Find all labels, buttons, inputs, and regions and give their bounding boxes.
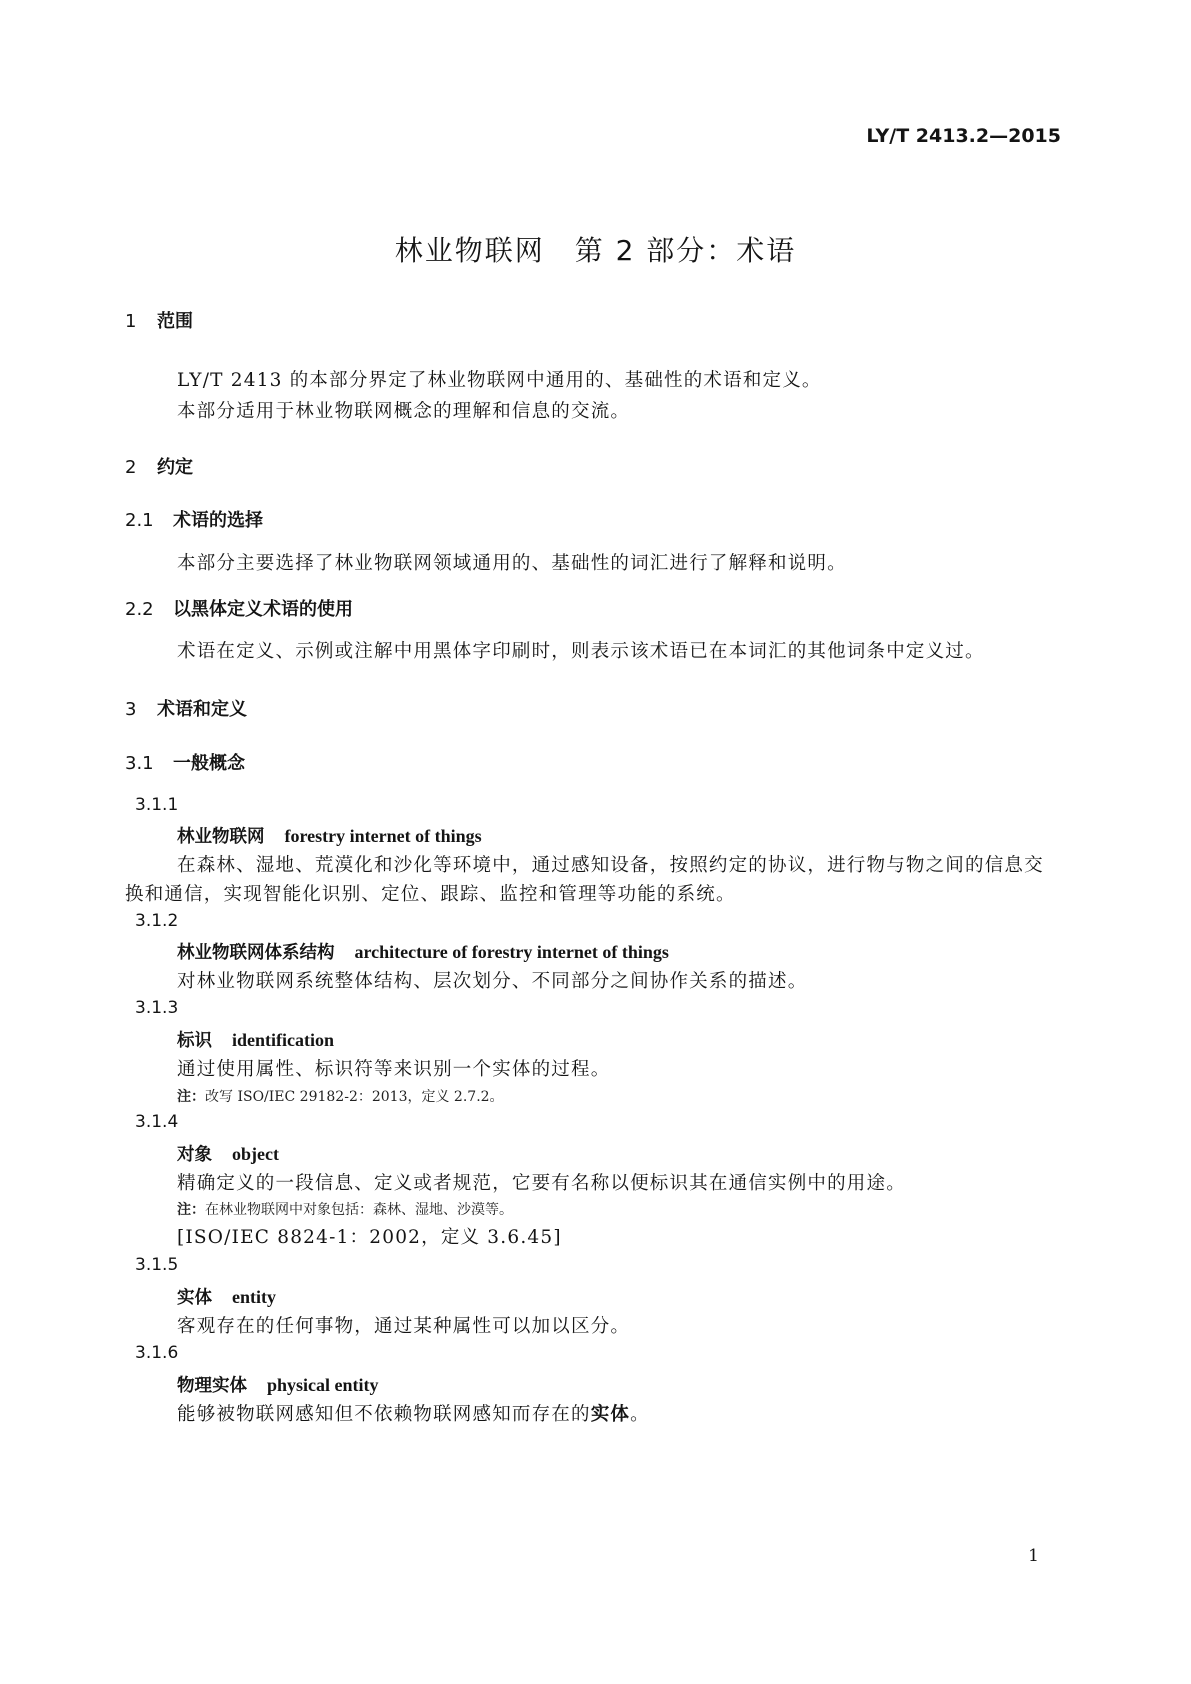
term-note xyxy=(177,1086,504,1106)
definition-text: 能够被物联网感知但不依赖物联网感知而存在的 xyxy=(177,1404,591,1425)
term-name-zh: 标识 xyxy=(177,1031,212,1051)
term-definition xyxy=(177,1400,650,1426)
term-name-en: identification xyxy=(232,1030,334,1050)
section-number: 2.2 xyxy=(125,599,154,620)
section-title: 约定 xyxy=(157,457,193,478)
section-number: 2.1 xyxy=(125,510,154,531)
term-name-en: architecture of forestry internet of things xyxy=(354,942,669,962)
term-name xyxy=(177,1284,276,1309)
term-name-zh: 林业物联网 xyxy=(177,827,265,847)
section-number: 2 xyxy=(125,457,137,478)
section-title: 范围 xyxy=(157,311,193,332)
term-number: 3.1.4 xyxy=(135,1112,179,1132)
document-code: LY/T 2413.2—2015 xyxy=(866,125,1061,147)
section-2-1-paragraph: 本部分主要选择了林业物联网领域通用的、基础性的词汇进行了解释和说明。 xyxy=(177,553,847,574)
section-title: 术语的选择 xyxy=(173,510,263,531)
section-1-paragraph-1: LY/T 2413 的本部分界定了林业物联网中通用的、基础性的术语和定义。 xyxy=(177,370,822,391)
term-source: [ISO/IEC 8824-1：2002，定义 3.6.45] xyxy=(177,1227,562,1248)
definition-text-end: 。 xyxy=(630,1404,650,1425)
term-number: 3.1.1 xyxy=(135,795,179,815)
section-number: 1 xyxy=(125,311,137,332)
term-name xyxy=(177,1141,279,1166)
section-3-heading xyxy=(125,695,247,721)
term-name xyxy=(177,1372,379,1397)
term-name-en: entity xyxy=(232,1287,276,1307)
note-label: 注： xyxy=(177,1202,205,1218)
section-2-2-heading xyxy=(125,595,353,621)
note-text: 在林业物联网中对象包括：森林、湿地、沙漠等。 xyxy=(205,1202,513,1218)
term-number: 3.1.2 xyxy=(135,911,179,931)
term-name-en: physical entity xyxy=(267,1375,379,1395)
section-number: 3 xyxy=(125,699,137,720)
term-name xyxy=(177,939,669,964)
term-number: 3.1.5 xyxy=(135,1255,179,1275)
term-number: 3.1.6 xyxy=(135,1343,179,1363)
term-name xyxy=(177,823,482,848)
defined-term-reference: 实体 xyxy=(590,1404,631,1425)
section-2-1-heading xyxy=(125,506,263,532)
term-definition: 精确定义的一段信息、定义或者规范，它要有名称以便标识其在通信实例中的用途。 xyxy=(177,1173,906,1194)
section-number: 3.1 xyxy=(125,753,154,774)
section-1-heading xyxy=(125,307,193,333)
term-definition: 通过使用属性、标识符等来识别一个实体的过程。 xyxy=(177,1059,611,1080)
note-text: 改写 ISO/IEC 29182-2：2013，定义 2.7.2。 xyxy=(205,1089,504,1105)
section-title: 以黑体定义术语的使用 xyxy=(173,599,353,620)
term-number: 3.1.3 xyxy=(135,998,179,1018)
section-3-1-heading xyxy=(125,749,245,775)
term-name-zh: 林业物联网体系结构 xyxy=(177,943,335,963)
page-number: 1 xyxy=(1028,1546,1039,1566)
term-note xyxy=(177,1199,513,1219)
term-definition: 客观存在的任何事物，通过某种属性可以加以区分。 xyxy=(177,1316,631,1337)
section-2-heading xyxy=(125,453,193,479)
document-title: 林业物联网 第 2 部分：术语 xyxy=(394,234,797,267)
term-name-zh: 对象 xyxy=(177,1145,212,1165)
term-name xyxy=(177,1027,334,1052)
term-name-en: forestry internet of things xyxy=(284,826,482,846)
section-2-2-paragraph: 术语在定义、示例或注解中用黑体字印刷时，则表示该术语已在本词汇的其他词条中定义过。 xyxy=(177,641,985,662)
term-name-zh: 实体 xyxy=(177,1288,212,1308)
section-1-paragraph-2: 本部分适用于林业物联网概念的理解和信息的交流。 xyxy=(177,401,631,422)
term-name-zh: 物理实体 xyxy=(177,1376,247,1396)
note-label: 注： xyxy=(177,1089,205,1105)
term-definition-continued: 换和通信，实现智能化识别、定位、跟踪、监控和管理等功能的系统。 xyxy=(125,884,736,905)
term-definition: 在森林、湿地、荒漠化和沙化等环境中，通过感知设备，按照约定的协议，进行物与物之间的信息交 xyxy=(177,855,1044,876)
term-name-en: object xyxy=(232,1144,279,1164)
term-definition: 对林业物联网系统整体结构、层次划分、不同部分之间协作关系的描述。 xyxy=(177,971,808,992)
section-title: 术语和定义 xyxy=(157,699,247,720)
section-title: 一般概念 xyxy=(173,753,245,774)
